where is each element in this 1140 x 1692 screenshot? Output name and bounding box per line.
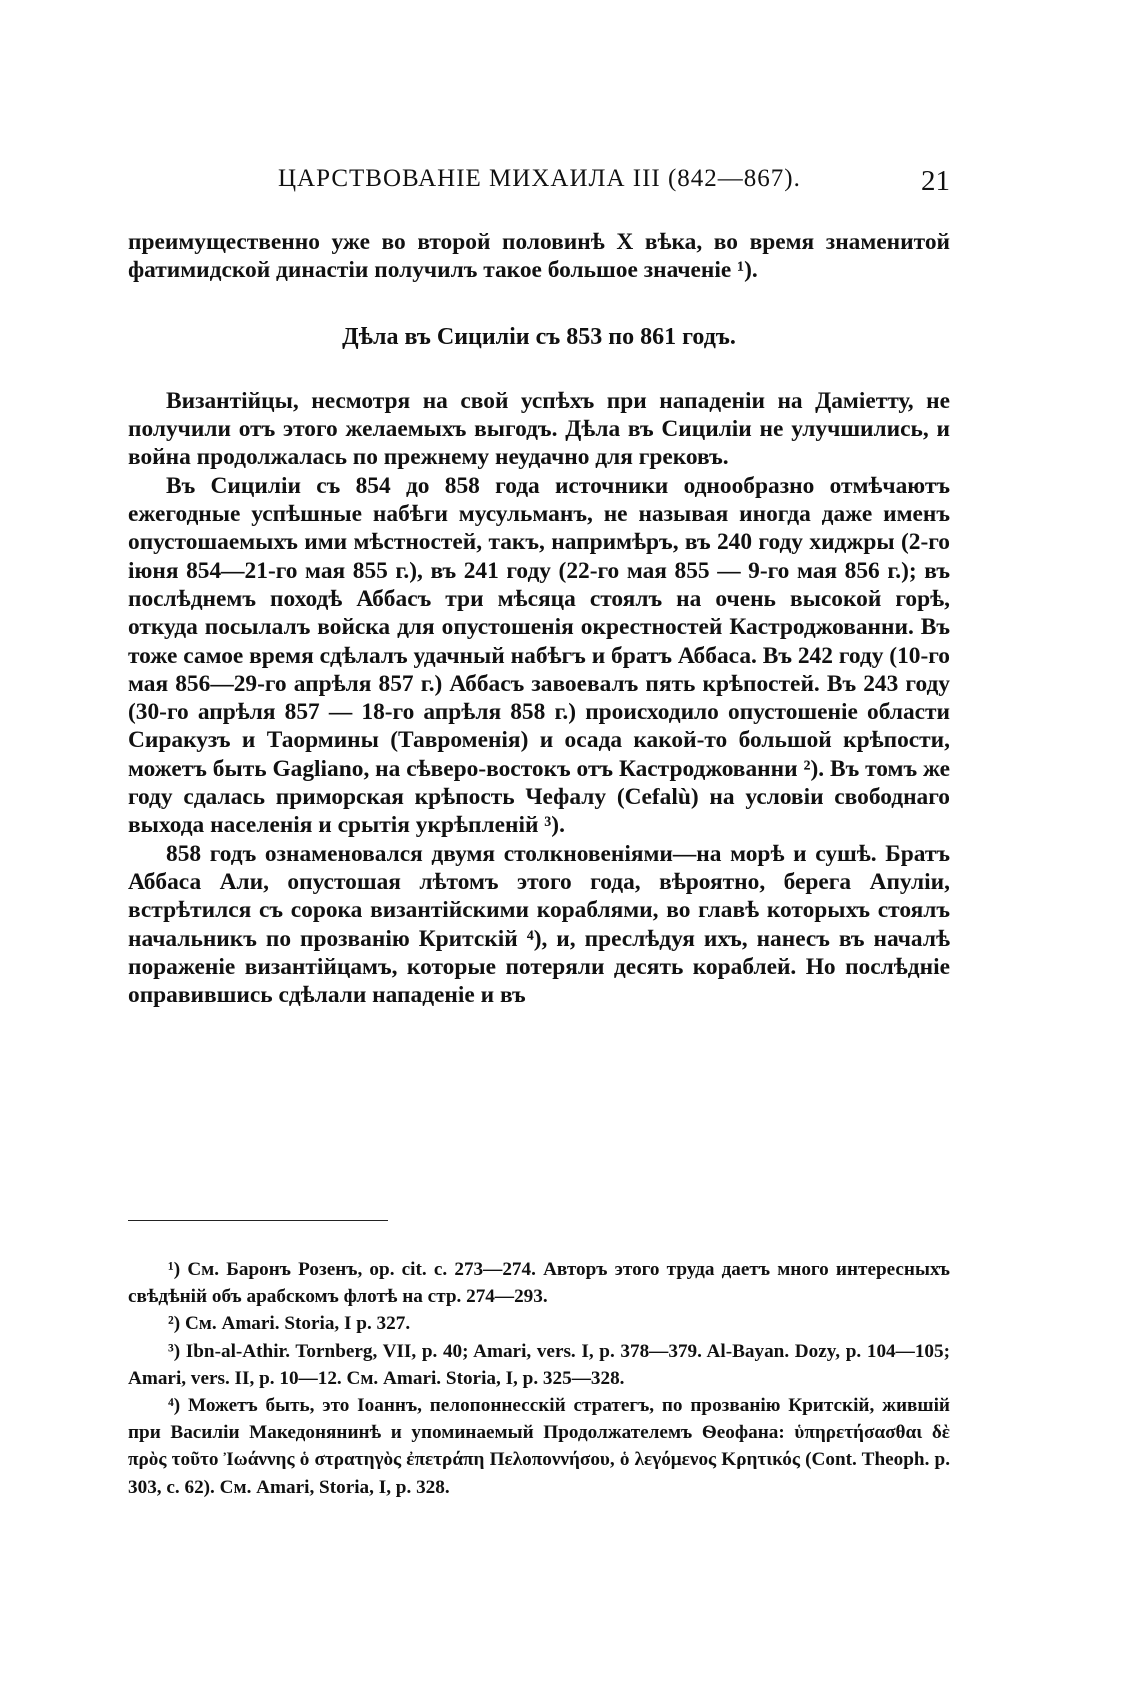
paragraph-continuation: преимущественно уже во второй половинѣ X вѣка, во время знаменитой фатимидской династіи получилъ такое большое значеніе ¹).	[128, 229, 950, 284]
page-number: 21	[921, 165, 950, 197]
section-heading: Дѣла въ Сициліи съ 853 по 861 годъ.	[342, 323, 736, 350]
footnote: ³) Ibn-al-Athir. Tornberg, VII, p. 40; Amari, vers. I, p. 378—379. Al-Bayan. Dozy, p. 104—105; Amari, vers. II, p. 10—12. См. Amari. Storia, I, p. 325—328.	[128, 1340, 950, 1389]
running-title: ЦАРСТВОВАНІЕ МИХАИЛА III (842—867).	[278, 165, 801, 192]
footnote: ²) См. Amari. Storia, I p. 327.	[168, 1313, 411, 1335]
paragraph: Въ Сициліи съ 854 до 858 года источники однообразно отмѣчаютъ ежегодные успѣшные набѣги мусульманъ, не называя иногда даже именъ опустошаемыхъ ими мѣстностей, такъ, напримѣръ, въ 240 году хиджры (2-го іюня 854—21-го мая 855 г.), въ 241 году (22-го мая 855 — 9-го мая 856 г.); въ послѣднемъ походѣ Аббасъ три мѣсяца стоялъ на очень высокой горѣ, откуда посылалъ войска для опустошенія окрестностей Кастроджованни. Въ тоже самое время сдѣлалъ удачный набѣгъ и братъ Аббаса. Въ 242 году (10-го мая 856—29-го апрѣля 857 г.) Аббасъ завоевалъ пять крѣпостей. Въ 243 году (30-го апрѣля 857 — 18-го апрѣля 858 г.) происходило опустошеніе области Сиракузъ и Таормины (Тавроменія) и осада какой-то большой крѣпости, можетъ быть Gagliano, на сѣверо-востокъ отъ Кастроджованни ²). Въ томъ же году сдалась приморская крѣпость Чефалу (Cefalù) на условіи свободнаго выхода населенія и срытія укрѣпленій ³).	[128, 472, 950, 839]
paragraph: 858 годъ ознаменовался двумя столкновеніями—на морѣ и сушѣ. Братъ Аббаса Али, опустошая лѣтомъ этого года, вѣроятно, берега Апуліи, встрѣтился съ сорока византійскими кораблями, во главѣ которыхъ стоялъ начальникъ по прозванію Критскій ⁴), и, преслѣдуя ихъ, нанесъ въ началѣ пораженіе византійцамъ, которые потеряли десять кораблей. Но послѣдніе оправившись сдѣлали нападеніе и въ	[128, 840, 950, 1009]
footnote: ⁴) Можетъ быть, это Іоаннъ, пелопоннесскій стратегъ, по прозванію Критскій, жившій при Василіи Македонянинѣ и упоминаемый Продолжателемъ Ѳеофана: ὑπηρετήσασθαι δὲ πρὸς τοῦτο Ἰωάννης ὁ στρατηγὸς ἐπετράπη Πελοποννήσου, ὁ λεγόμενος Κρητικός (Cont. Theoph. p. 303, c. 62). См. Amari, Storia, I, p. 328.	[128, 1395, 950, 1498]
body-text	[128, 228, 950, 1009]
running-head	[128, 165, 950, 205]
footnote: ¹) См. Баронъ Розенъ, op. cit. с. 273—274. Авторъ этого труда даетъ много интересныхъ свѣдѣній объ арабскомъ флотѣ на стр. 274—293.	[128, 1259, 950, 1308]
footnote-divider	[128, 1220, 388, 1221]
footnotes	[128, 1256, 950, 1501]
paragraph: Византійцы, несмотря на свой успѣхъ при нападеніи на Даміетту, не получили отъ этого желаемыхъ выгодъ. Дѣла въ Сициліи не улучшились, и война продолжалась по прежнему неудачно для грековъ.	[128, 387, 950, 471]
